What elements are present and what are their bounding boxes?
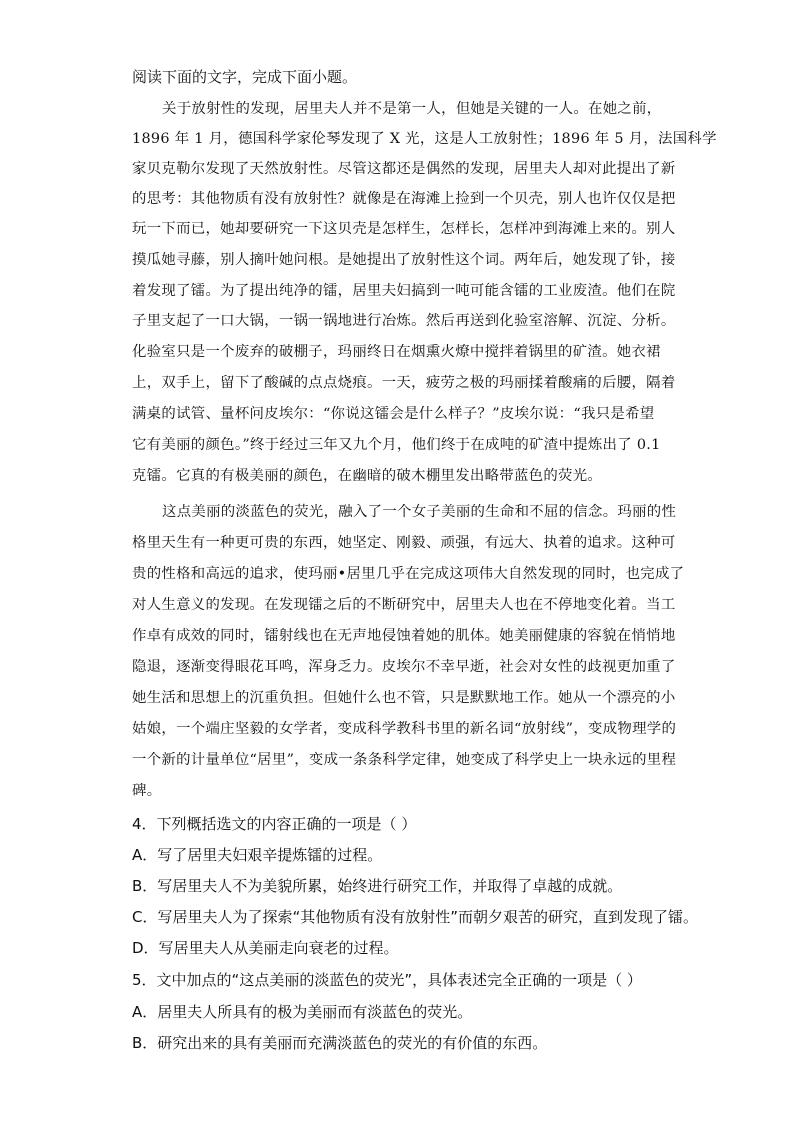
passage-line: 1896 年 1 月，德国科学家伦琴发现了 X 光，这是人工放射性；1896 年 5 月，法国科学 — [132, 131, 717, 147]
passage-line: 贵的性格和高远的追求，使玛丽•居里几乎在完成这项伟大自然发现的同时，也完成了 — [132, 566, 685, 582]
passage-line: 对人生意义的发现。在发现镭之后的不断研究中，居里夫人也在不停地变化着。当工 — [132, 597, 676, 613]
passage-line: 满桌的试管、量杯问皮埃尔：“你说这镭会是什么样子？”皮埃尔说：“我只是希望 — [132, 406, 655, 422]
passage-line: 她生活和思想上的沉重负担。但她什么也不管，只是默默地工作。她从一个漂亮的小 — [132, 690, 676, 706]
option-c: C．写居里夫人为了探索“其他物质有没有放射性”而朝夕艰苦的研究，直到发现了镭。 — [132, 908, 699, 926]
passage-line: 隐退，逐渐变得眼花耳鸣，浑身乏力。皮埃尔不幸早逝，社会对女性的歧视更加重了 — [132, 659, 676, 675]
question-stem: 4．下列概括选文的内容正确的一项是（ ） — [132, 815, 417, 833]
option-b: B．研究出来的具有美丽而充满淡蓝色的荧光的有价值的东西。 — [132, 1034, 548, 1052]
passage-line: 关于放射性的发现，居里夫人并不是第一人，但她是关键的一人。在她之前， — [162, 101, 662, 117]
option-b: B．写居里夫人不为美貌所累，始终进行研究工作，并取得了卓越的成就。 — [132, 877, 623, 895]
option-d: D．写居里夫人从美丽走向衰老的过程。 — [132, 939, 399, 957]
passage-line: 的思考：其他物质有没有放射性？就像是在海滩上捡到一个贝壳，别人也许仅仅是把 — [132, 191, 676, 207]
passage-line: 化验室只是一个废弃的破棚子，玛丽终日在烟熏火燎中搅拌着锅里的矿渣。她衣裙 — [132, 344, 661, 360]
passage-line: 玩一下而已，她却要研究一下这贝壳是怎样生，怎样长，怎样冲到海滩上来的。别人 — [132, 221, 676, 237]
passage-line: 克镭。它真的有极美丽的颜色，在幽暗的破木棚里发出略带蓝色的荧光。 — [132, 468, 603, 484]
passage-line: 上，双手上，留下了酸碱的点点烧痕。一天，疲劳之极的玛丽揉着酸痛的后腰，隔着 — [132, 375, 676, 391]
passage-line: 碑。 — [132, 783, 162, 799]
question-stem: 5．文中加点的“这点美丽的淡蓝色的荧光”，具体表述完全正确的一项是（ ） — [132, 971, 642, 989]
passage-line: 家贝克勒尔发现了天然放射性。尽管这都还是偶然的发现，居里夫人却对此提出了新 — [132, 161, 676, 177]
passage-line: 子里支起了一口大锅，一锅一锅地进行冶炼。然后再送到化验室溶解、沉淀、分析。 — [132, 313, 676, 329]
passage-line: 它有美丽的颜色。”终于经过三年又九个月，他们终于在成吨的矿渣中提炼出了 0.1 — [132, 437, 661, 453]
option-a: A．写了居里夫妇艰辛提炼镭的过程。 — [132, 846, 383, 864]
passage-line: 着发现了镭。为了提出纯净的镭，居里夫妇搞到一吨可能含镭的工业废渣。他们在院 — [132, 283, 676, 299]
passage-line: 格里天生有一种更可贵的东西，她坚定、刚毅、顽强，有远大、执着的追求。这种可 — [132, 535, 676, 551]
option-a: A．居里夫人所具有的极为美丽而有淡蓝色的荧光。 — [132, 1003, 473, 1021]
passage-line: 摸瓜她寻藤，别人摘叶她问根。是她提出了放射性这个词。两年后，她发现了钋，接 — [132, 252, 676, 268]
reading-instruction: 阅读下面的文字，完成下面小题。 — [132, 68, 358, 86]
passage-line: 作卓有成效的同时，镭射线也在无声地侵蚀着她的肌体。她美丽健康的容貌在悄悄地 — [132, 628, 676, 644]
passage-line: 一个新的计量单位“居里”，变成一条条科学定律，她变成了科学史上一块永远的里程 — [132, 752, 677, 768]
passage-line: 这点美丽的淡蓝色的荧光，融入了一个女子美丽的生命和不屈的信念。玛丽的性 — [162, 504, 677, 520]
passage-line: 姑娘，一个端庄坚毅的女学者，变成科学教科书里的新名词“放射线”，变成物理学的 — [132, 721, 677, 737]
